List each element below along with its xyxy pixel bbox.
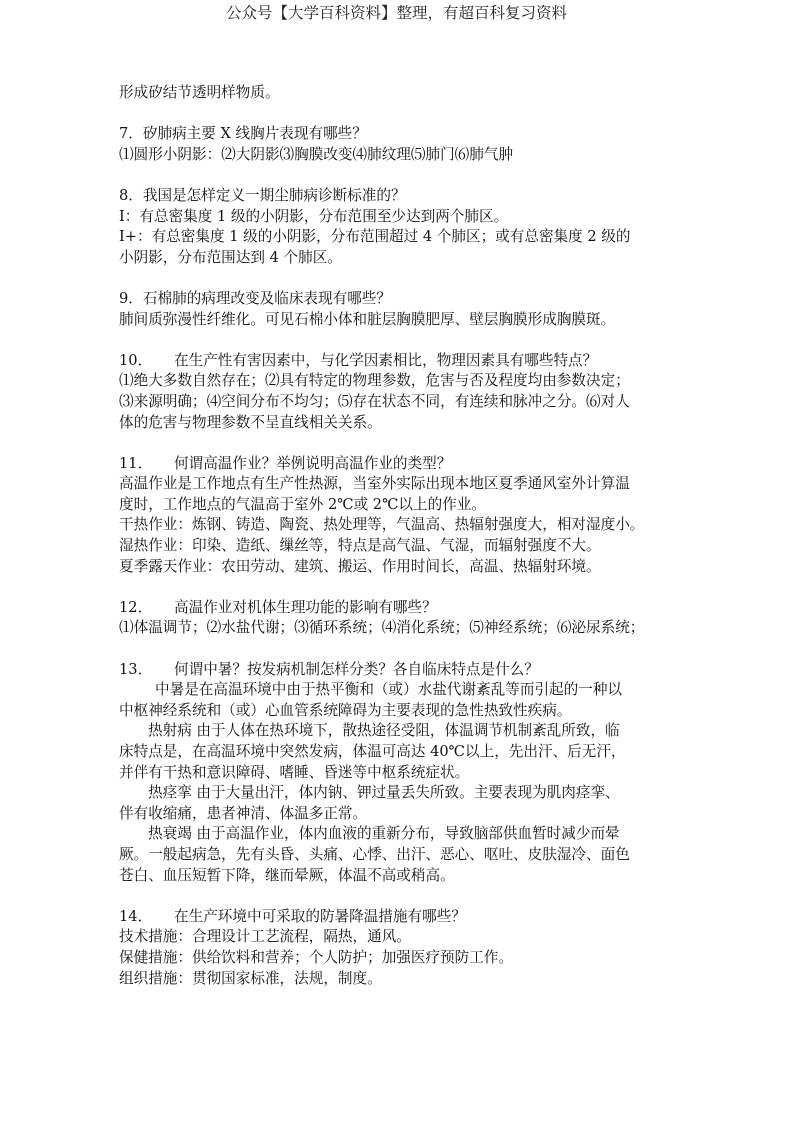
question-10-title xyxy=(119,351,679,372)
answer-line: 小阴影，分布范围达到 4 个肺区。 xyxy=(119,248,342,266)
question-text: 高温作业对机体生理功能的影响有哪些？ xyxy=(174,598,437,616)
question-12-title xyxy=(119,598,679,619)
question-14-title xyxy=(119,907,679,928)
answer-line: ⑴绝大多数自然存在；⑵具有特定的物理参数，危害与否及程度均由参数决定； xyxy=(119,372,630,390)
answer-line: ⑴体温调节；⑵水盐代谢；⑶循环系统；⑷消化系统；⑸神经系统；⑹泌尿系统； xyxy=(119,619,645,637)
question-text: 在生产环境中可采取的防暑降温措施有哪些？ xyxy=(174,907,466,925)
answer-line: 中枢神经系统和（或）心血管系统障碍为主要表现的急性热致性疾病。 xyxy=(119,701,572,719)
answer-line: 热衰竭 由于高温作业，体内血液的重新分布，导致脑部供血暂时减少而晕 xyxy=(148,825,620,843)
answer-line: 保健措施：供给饮料和营养；个人防护；加强医疗预防工作。 xyxy=(119,948,514,966)
question-7-title: 7．矽肺病主要 X 线胸片表现有哪些？ xyxy=(119,125,367,143)
question-text: 何谓中暑？按发病机制怎样分类？各自临床特点是什么？ xyxy=(174,660,539,678)
answer-line: 厥。一般起病急，先有头昏、头痛、心悸、出汗、恶心、呕吐、皮肤湿冷、面色 xyxy=(119,845,630,863)
question-text: 在生产性有害因素中，与化学因素相比，物理因素具有哪些特点？ xyxy=(174,351,598,369)
paragraph-line: 形成矽结节透明样物质。 xyxy=(119,84,280,101)
answer-line: 并伴有干热和意识障碍、嗜睡、昏迷等中枢系统症状。 xyxy=(119,763,470,781)
question-text: 何谓高温作业？举例说明高温作业的类型？ xyxy=(174,454,452,472)
answer-line: ⑴圆形小阴影：⑵大阴影⑶胸膜改变⑷肺纹理⑸肺门⑹肺气肿 xyxy=(119,145,514,163)
answer-line: 度时，工作地点的气温高于室外 2℃或 2℃以上的作业。 xyxy=(119,495,486,513)
answer-line: 组织措施：贯彻国家标准，法规，制度。 xyxy=(119,969,382,987)
answer-line: Ⅰ：有总密集度 1 级的小阴影，分布范围至少达到两个肺区。 xyxy=(119,207,509,225)
answer-line: 体的危害与物理参数不呈直线相关关系。 xyxy=(119,413,382,431)
answer-line: 伴有收缩痛，患者神清、体温多正常。 xyxy=(119,804,368,822)
answer-line: 干热作业：炼钢、铸造、陶瓷、热处理等，气温高、热辐射强度大，相对湿度小。 xyxy=(119,516,645,534)
question-13-title xyxy=(119,660,679,681)
answer-line: 床特点是，在高温环境中突然发病，体温可高达 40℃以上，先出汗、后无汗， xyxy=(119,743,626,760)
answer-line: 热痉挛 由于大量出汗，体内钠、钾过量丢失所致。主要表现为肌肉痉挛、 xyxy=(148,784,620,802)
answer-line: 热射病 由于人体在热环境下，散热途径受阻，体温调节机制紊乱所致，临 xyxy=(148,722,620,740)
answer-line: 技术措施：合理设计工艺流程，隔热，通风。 xyxy=(119,928,411,946)
answer-line: 湿热作业：印染、造纸、缫丝等，特点是高气温、气湿，而辐射强度不大。 xyxy=(119,537,601,555)
answer-line: 高温作业是工作地点有生产性热源，当室外实际出现本地区夏季通风室外计算温 xyxy=(119,475,630,493)
document-body xyxy=(119,83,679,989)
question-number: 12． xyxy=(119,598,153,616)
question-number: 11． xyxy=(119,454,153,472)
answer-line: ⑶来源明确；⑷空间分布不均匀；⑸存在状态不同，有连续和脉冲之分。⑹对人 xyxy=(119,392,630,410)
answer-line: Ⅰ+：有总密集度 1 级的小阴影，分布范围超过 4 个肺区；或有总密集度 2 级的 xyxy=(119,228,631,246)
question-8-title: 8．我国是怎样定义一期尘肺病诊断标准的？ xyxy=(119,186,406,204)
question-number: 14． xyxy=(119,907,153,925)
question-number: 10． xyxy=(119,351,153,369)
answer-line: 夏季露天作业：农田劳动、建筑、搬运、作用时间长，高温、热辐射环境。 xyxy=(119,557,601,575)
page-header: 公众号【大学百科资料】整理，有超百科复习资料 xyxy=(225,4,567,22)
question-number: 13． xyxy=(119,660,153,678)
question-9-title: 9．石棉肺的病理改变及临床表现有哪些？ xyxy=(119,289,391,307)
answer-line: 中暑是在高温环境中由于热平衡和（或）水盐代谢紊乱等而引起的一种以 xyxy=(155,681,623,699)
question-11-title xyxy=(119,454,679,475)
answer-line: 肺间质弥漫性纤维化。可见石棉小体和脏层胸膜肥厚、壁层胸膜形成胸膜斑。 xyxy=(119,310,616,328)
answer-line: 苍白、血压短暂下降，继而晕厥，体温不高或稍高。 xyxy=(119,866,455,884)
